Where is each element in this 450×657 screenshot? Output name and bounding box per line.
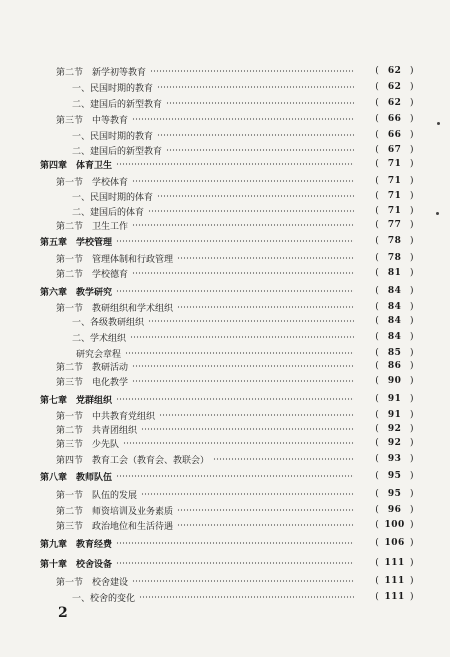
dot-leader [157,195,354,197]
toc-chapter-entry [40,469,414,483]
dot-leader [130,336,354,338]
toc-page-number: 84 [387,302,402,312]
toc-page-number: 62 [387,66,402,76]
toc-entry-page: ( 62 ) [375,66,414,76]
toc-entry [56,218,414,232]
toc-entry-label: 第二节 共青团组织 [56,423,139,436]
toc-page-number: 100 [384,520,405,530]
toc-page-number: 111 [384,592,405,602]
toc-entry-page: ( 111 ) [375,558,414,568]
toc-page-number: 78 [387,253,402,263]
toc-chapter-entry [40,536,414,550]
toc-chapter-entry [40,234,414,248]
toc-entry [72,189,414,203]
toc-page-number: 67 [387,145,402,155]
toc-entry-page: ( 95 ) [375,471,414,481]
dot-leader [132,180,354,182]
toc-entry-page: ( 92 ) [375,424,414,434]
toc-page-number: 106 [384,538,405,548]
toc-entry-label: 第一节 管理体制和行政管理 [56,252,175,265]
toc-entry-page: ( 91 ) [375,394,414,404]
toc-entry-page: ( 111 ) [375,576,414,586]
dot-leader [148,210,354,212]
dot-leader [157,86,354,88]
toc-entry-label: 第六章 教学研究 [40,285,114,298]
toc-entry-page: ( 86 ) [375,361,414,371]
toc-page-number: 84 [387,332,402,342]
dot-leader [116,542,354,544]
scan-speck [436,212,439,215]
toc-chapter-entry [40,284,414,298]
toc-page-number: 71 [387,191,402,201]
dot-leader [116,398,354,400]
toc-entry [72,80,414,94]
toc-page-number: 62 [387,98,402,108]
toc-page-number: 71 [387,159,402,169]
dot-leader [132,224,354,226]
toc-entry [72,330,414,344]
toc-entry-page: ( 67 ) [375,145,414,155]
toc-entry-label: 第一节 队伍的发展 [56,488,139,501]
toc-page-number: 96 [387,505,402,515]
toc-entry [56,266,414,280]
toc-entry-label: 一、民国时期的教育 [72,129,155,142]
toc-entry-page: ( 100 ) [375,520,414,530]
toc-entry [56,174,414,188]
toc-entry-label: 第三节 电化教学 [56,375,130,388]
toc-page-number: 86 [387,361,402,371]
toc-entry [72,314,414,328]
dot-leader [125,352,354,354]
toc-chapter-entry [40,157,414,171]
toc-entry-page: ( 84 ) [375,302,414,312]
dot-leader [150,70,354,72]
toc-entry-label: 第三节 中等教育 [56,113,130,126]
toc-entry-label: 研究会章程 [76,347,123,360]
toc-entry [56,503,414,517]
toc-entry-page: ( 81 ) [375,268,414,278]
toc-entry-page: ( 95 ) [375,489,414,499]
toc-entry-page: ( 96 ) [375,505,414,515]
dot-leader [177,306,354,308]
toc-page-number: 95 [387,489,402,499]
toc-entry [56,436,414,450]
toc-entry [72,96,414,110]
toc-page-number: 62 [387,82,402,92]
toc-page-number: 84 [387,316,402,326]
toc-entry-label: 第二节 卫生工作 [56,219,130,232]
toc-entry-label: 一、民国时期的体育 [72,190,155,203]
toc-entry-label: 第二节 学校德育 [56,267,130,280]
dot-leader [177,524,354,526]
toc-entry-page: ( 66 ) [375,114,414,124]
toc-page-number: 90 [387,376,402,386]
toc-entry [56,359,414,373]
toc-page-number: 95 [387,471,402,481]
toc-entry-label: 第二节 新学初等教育 [56,65,148,78]
toc-entry-label: 第一节 中共教育党组织 [56,409,157,422]
scan-speck [437,122,440,125]
toc-chapter-entry [40,556,414,570]
toc-entry [56,300,414,314]
toc-page-number: 77 [387,220,402,230]
toc-entry-label: 第四节 教育工会（教育会、教联会） [56,453,211,466]
toc-page-number: 84 [387,286,402,296]
toc-entry-page: ( 85 ) [375,348,414,358]
dot-leader [116,240,354,242]
toc-chapter-entry [40,392,414,406]
toc-page-number: 111 [384,558,405,568]
toc-entry-page: ( 84 ) [375,316,414,326]
toc-entry-page: ( 62 ) [375,82,414,92]
toc-entry-label: 第一节 教研组织和学术组织 [56,301,175,314]
toc-page-number: 71 [387,206,402,216]
dot-leader [157,134,354,136]
dot-leader [177,509,354,511]
toc-entry-label: 一、各级教研组织 [72,315,146,328]
toc-entry-page: ( 71 ) [375,191,414,201]
dot-leader [132,118,354,120]
toc-entry-page: ( 84 ) [375,332,414,342]
dot-leader [116,475,354,477]
toc-entry-label: 二、学术组织 [72,331,128,344]
toc-entry-page: ( 91 ) [375,410,414,420]
toc-entry [56,574,414,588]
toc-page-number: 85 [387,348,402,358]
toc-entry [72,204,414,218]
toc-entry [72,590,414,604]
toc-page-number: 66 [387,130,402,140]
toc-entry-page: ( 111 ) [375,592,414,602]
dot-leader [177,257,354,259]
toc-entry-label: 第五章 学校管理 [40,235,114,248]
toc-page-number: 111 [384,576,405,586]
toc-entry [56,64,414,78]
toc-entry [56,487,414,501]
toc-entry [56,408,414,422]
toc-entry-page: ( 62 ) [375,98,414,108]
toc-entry-page: ( 106 ) [375,538,414,548]
dot-leader [141,428,354,430]
dot-leader [116,163,354,165]
toc-entry-label: 第一节 学校体育 [56,175,130,188]
dot-leader [166,149,354,151]
dot-leader [116,562,354,564]
toc-entry-page: ( 93 ) [375,454,414,464]
toc-entry-label: 二、建国后的新型教育 [72,144,164,157]
toc-entry-label: 一、民国时期的教育 [72,81,155,94]
toc-entry-page: ( 77 ) [375,220,414,230]
toc-page-number: 78 [387,236,402,246]
toc-entry-label: 二、建国后的体育 [72,205,146,218]
toc-entry-label: 一、校舍的变化 [72,591,137,604]
toc-entry-page: ( 92 ) [375,438,414,448]
toc-entry [56,112,414,126]
toc-entry-label: 第三节 少先队 [56,437,121,450]
toc-entry-page: ( 71 ) [375,159,414,169]
toc-entry [56,452,414,466]
dot-leader [132,272,354,274]
toc-page-number: 81 [387,268,402,278]
toc-entry-label: 第四章 体育卫生 [40,158,114,171]
toc-entry [56,422,414,436]
toc-page-number: 71 [387,176,402,186]
toc-page-number: 92 [387,438,402,448]
toc-entry-page: ( 71 ) [375,176,414,186]
toc-entry [56,518,414,532]
toc-entry-page: ( 78 ) [375,253,414,263]
dot-leader [159,414,354,416]
dot-leader [141,493,354,495]
toc-entry [72,128,414,142]
dot-leader [123,442,354,444]
toc-page-number: 91 [387,394,402,404]
dot-leader [139,596,354,598]
dot-leader [132,580,354,582]
toc-entry-label: 第二节 教研活动 [56,360,130,373]
page-number: 2 [58,605,68,621]
toc-entry-label: 第九章 教育经费 [40,537,114,550]
toc-entry-label: 二、建国后的新型教育 [72,97,164,110]
dot-leader [213,458,354,460]
toc-page-number: 66 [387,114,402,124]
toc-entry-page: ( 71 ) [375,206,414,216]
toc-entry [76,346,414,360]
toc-entry-label: 第二节 师资培训及业务素质 [56,504,175,517]
toc-entry-label: 第一节 校舍建设 [56,575,130,588]
toc-entry-page: ( 78 ) [375,236,414,246]
toc-entry-label: 第三节 政治地位和生活待遇 [56,519,175,532]
toc-entry-label: 第八章 教师队伍 [40,470,114,483]
toc-entry-label: 第十章 校舍设备 [40,557,114,570]
toc-entry-label: 第七章 党群组织 [40,393,114,406]
toc-entry [56,251,414,265]
dot-leader [166,102,354,104]
toc-entry-page: ( 84 ) [375,286,414,296]
dot-leader [148,320,354,322]
dot-leader [132,380,354,382]
toc-entry [72,143,414,157]
dot-leader [132,365,354,367]
toc-page-number: 92 [387,424,402,434]
dot-leader [116,290,354,292]
toc-entry-page: ( 66 ) [375,130,414,140]
toc-entry-page: ( 90 ) [375,376,414,386]
toc-page-number: 91 [387,410,402,420]
toc-entry [56,374,414,388]
toc-page-number: 93 [387,454,402,464]
